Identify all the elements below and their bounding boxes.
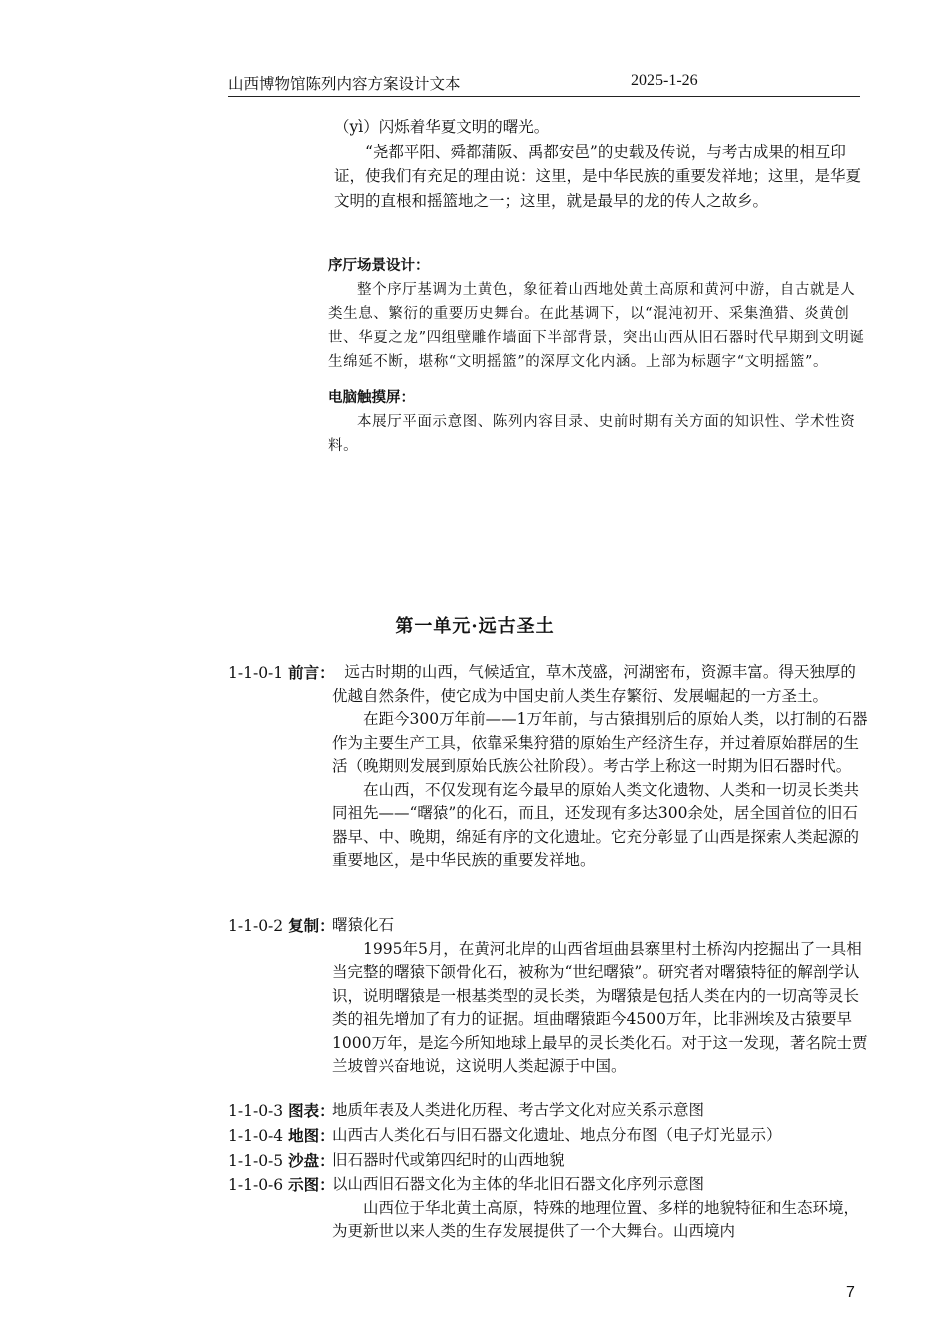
entry-body	[332, 661, 868, 873]
entry-code	[228, 1173, 335, 1198]
entry-body	[332, 1173, 868, 1244]
entry-code	[228, 1099, 335, 1124]
entry-number: 1-1-0-6	[228, 1176, 284, 1194]
exhibit-entry	[228, 1149, 868, 1173]
entry-type: 地图：	[288, 1126, 335, 1145]
entry-number: 1-1-0-1	[228, 664, 284, 682]
entry-code	[228, 661, 335, 686]
entry-paragraph: 远古时期的山西，气候适宜，草木茂盛，河湖密布，资源丰富。得天独厚的优越自然条件，使它成为中国史前人类生存繁衍、发展崛起的一方圣土。	[332, 663, 856, 705]
entry-paragraph: 旧石器时代或第四纪时的山西地貌	[332, 1151, 565, 1169]
entry-code	[228, 1149, 335, 1174]
entry-paragraph: 山西古人类化石与旧石器文化遗址、地点分布图（电子灯光显示）	[332, 1126, 782, 1144]
exhibit-entry	[228, 1124, 868, 1148]
unit-title: 第一单元·远古圣土	[395, 616, 555, 637]
touchscreen-label: 电脑触摸屏：	[328, 389, 415, 406]
hall-design-section	[328, 254, 868, 374]
exhibit-entry	[228, 914, 868, 1079]
entry-paragraph: 曙猿化石	[332, 916, 395, 934]
intro-text	[334, 115, 864, 213]
entry-body	[332, 914, 868, 1079]
exhibit-entry	[228, 1099, 868, 1123]
entry-paragraph: 以山西旧石器文化为主体的华北旧石器文化序列示意图	[332, 1175, 705, 1193]
entry-paragraph: 山西位于华北黄土高原，特殊的地理位置、多样的地貌特征和生态环境，为更新世以来人类的生存发展提供了一个大舞台。山西境内	[332, 1198, 860, 1240]
entry-number: 1-1-0-2	[228, 917, 284, 935]
entry-body	[332, 1124, 868, 1148]
document-date: 2025-1-26	[631, 72, 698, 89]
entry-paragraph: 1995年5月，在黄河北岸的山西省垣曲县寨里村土桥沟内挖掘出了一具相当完整的曙猿下颌骨化石，被称为“世纪曙猿”。研究者对曙猿特征的解剖学认识，说明曙猿是一根基类型的灵长类，为曙猿是包括人类在内的一切高等灵长类的祖先增加了有力的证据。垣曲曙猿距今4500万年，比非洲埃及古猿要早1000万年，是迄今所知地球上最早的灵长类化石。对于这一发现，著名院士贾兰坡曾兴奋地说，这说明人类起源于中国。	[332, 939, 868, 1075]
entry-body	[332, 1099, 868, 1123]
entry-code	[228, 914, 335, 939]
entry-number: 1-1-0-4	[228, 1127, 284, 1145]
entry-type: 前言：	[288, 663, 335, 682]
entry-number: 1-1-0-5	[228, 1152, 284, 1170]
entry-number: 1-1-0-3	[228, 1102, 284, 1120]
entry-paragraph: 在山西，不仅发现有迄今最早的原始人类文化遗物、人类和一切灵长类共同祖先——“曙猿”的化石，而且，还发现有多达300余处，居全国首位的旧石器早、中、晚期，绵延有序的文化遗址。它充分彰显了山西是探索人类起源的重要地区，是中华民族的重要发祥地。	[332, 780, 860, 869]
entry-paragraph: 地质年表及人类进化历程、考古学文化对应关系示意图	[332, 1101, 705, 1119]
touchscreen-section	[328, 386, 868, 458]
entry-type: 示图：	[288, 1175, 335, 1194]
entry-type: 图表：	[288, 1101, 335, 1120]
exhibit-entry	[228, 661, 868, 873]
page-header	[228, 72, 860, 97]
page-number: 7	[846, 1284, 855, 1301]
entry-type: 复制：	[288, 916, 335, 935]
entry-code	[228, 1124, 335, 1149]
document-title: 山西博物馆陈列内容方案设计文本	[228, 75, 461, 93]
entry-paragraph: 在距今300万年前——1万年前，与古猿揖别后的原始人类，以打制的石器作为主要生产工具，依靠采集狩猎的原始生产经济生存，并过着原始群居的生活（晚期则发展到原始氏族公社阶段）。考古学上称这一时期为旧石器时代。	[332, 710, 868, 775]
entry-body	[332, 1149, 868, 1173]
intro-line: （yì）闪烁着华夏文明的曙光。	[334, 118, 550, 136]
intro-paragraph: “尧都平阳、舜都蒲阪、禹都安邑”的史载及传说，与考古成果的相互印证，使我们有充足的理由说：这里，是中华民族的重要发祥地；这里，是华夏文明的直根和摇篮地之一；这里，就是最早的龙的传人之故乡。	[334, 142, 862, 210]
hall-design-text: 整个序厅基调为土黄色，象征着山西地处黄土高原和黄河中游，自古就是人类生息、繁衍的重要历史舞台。在此基调下，以“混沌初开、采集渔猎、炎黄创世、华夏之龙”四组壁雕作墙面下半部背景，突出山西从旧石器时代早期到文明诞生绵延不断，堪称“文明摇篮”的深厚文化内涵。上部为标题字“文明摇篮”。	[328, 282, 865, 370]
hall-design-label: 序厅场景设计：	[328, 257, 430, 274]
touchscreen-text: 本展厅平面示意图、陈列内容目录、史前时期有关方面的知识性、学术性资料。	[328, 414, 856, 454]
exhibit-entry	[228, 1173, 868, 1244]
entry-type: 沙盘：	[288, 1151, 335, 1170]
